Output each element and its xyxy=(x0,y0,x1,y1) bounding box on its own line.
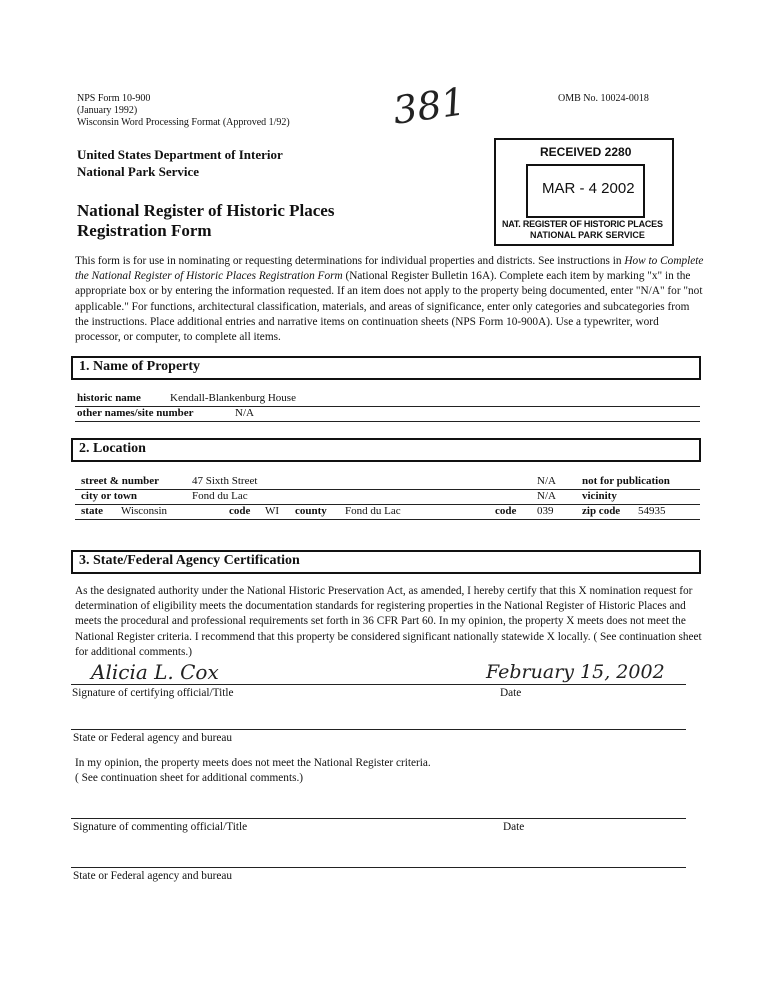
signature-line xyxy=(71,684,686,701)
state-row: state Wisconsin code WI county Fond du Lac code 039 zip code 54935 xyxy=(75,504,700,520)
form-number: NPS Form 10-900 xyxy=(77,93,151,104)
agency-line1: United States Department of Interior xyxy=(77,147,283,162)
other-names-value: N/A xyxy=(235,407,254,419)
form-format: Wisconsin Word Processing Format (Approved 1/92) xyxy=(77,117,290,128)
signature-label: Signature of certifying official/Title xyxy=(72,687,234,700)
stamp-line1: NAT. REGISTER OF HISTORIC PLACES xyxy=(502,219,663,229)
opinion-line1: In my opinion, the property meets does not meet the National Register criteria. xyxy=(75,757,431,770)
bureau-line xyxy=(71,729,686,746)
opinion-line2: ( See continuation sheet for additional comments.) xyxy=(75,772,304,785)
stamp-received: RECEIVED 2280 xyxy=(540,145,632,159)
city-row: city or town Fond du Lac N/A vicinity xyxy=(75,489,700,505)
commenting-signature-line xyxy=(71,818,686,835)
agency-line2: National Park Service xyxy=(77,164,200,179)
signature: Alicia L. Cox xyxy=(91,660,219,685)
section-2-heading: 2. Location xyxy=(71,438,701,462)
signature-row xyxy=(71,660,705,684)
signed-date: February 15, 2002 xyxy=(486,661,665,684)
certification-block xyxy=(71,584,705,884)
bureau-line-2 xyxy=(71,867,686,884)
historic-name-row: historic name Kendall-Blankenburg House xyxy=(75,391,700,407)
page-subtitle: Registration Form xyxy=(77,221,212,240)
section-3-heading: 3. State/Federal Agency Certification xyxy=(71,550,701,574)
other-names-row: other names/site number N/A xyxy=(75,406,700,422)
received-stamp xyxy=(494,138,674,246)
commenting-date-label: Date xyxy=(503,821,525,834)
form-date: (January 1992) xyxy=(77,105,138,116)
bureau-label: State or Federal agency and bureau xyxy=(73,732,233,745)
historic-name-value: Kendall-Blankenburg House xyxy=(170,392,296,404)
handwritten-number: 381 xyxy=(390,79,469,133)
omb-number: OMB No. 10024-0018 xyxy=(558,93,649,104)
stamp-date: MAR - 4 2002 xyxy=(542,180,635,197)
date-label: Date xyxy=(500,687,522,700)
instructions: This form is for use in nominating or requesting determinations for individual properties and districts. See instructions in How to Complete the National Register of Historic Places Registration Form (National Register Bulletin 16A). Complete each item by marking "x" in the appropriate box or by entering the information requested. If an item does not apply to the property being documented, enter "N/A" for "not applicable." For functions, architectural classification, materials, and areas of significance, enter only categories and subcategories from the instructions. Place additional entries and narrative items on continuation sheets (NPS Form 10-900A). Use a typewriter, word processor, or computer, to complete all items. xyxy=(75,255,704,344)
stamp-line2: NATIONAL PARK SERVICE xyxy=(530,230,645,240)
page-title: National Register of Historic Places xyxy=(77,201,335,220)
bureau-label-2: State or Federal agency and bureau xyxy=(73,870,233,883)
certification-text: As the designated authority under the National Historic Preservation Act, as amended, I hereby certify that this X nomination request for determination of eligibility meets the documentation standards for registering properties in the National Register of Historic Places and meets the procedural and professional requirements set forth in 36 CFR Part 60. In my opinion, the property X meets does not meet the National Register criteria. I recommend that this property be considered significant nationally statewide X locally. ( See continuation sheet for additional comments.) xyxy=(75,585,702,658)
street-row: street & number 47 Sixth Street N/A not for publication xyxy=(75,474,700,490)
commenting-signature-label: Signature of commenting official/Title xyxy=(73,821,248,834)
section-1-heading: 1. Name of Property xyxy=(71,356,701,380)
